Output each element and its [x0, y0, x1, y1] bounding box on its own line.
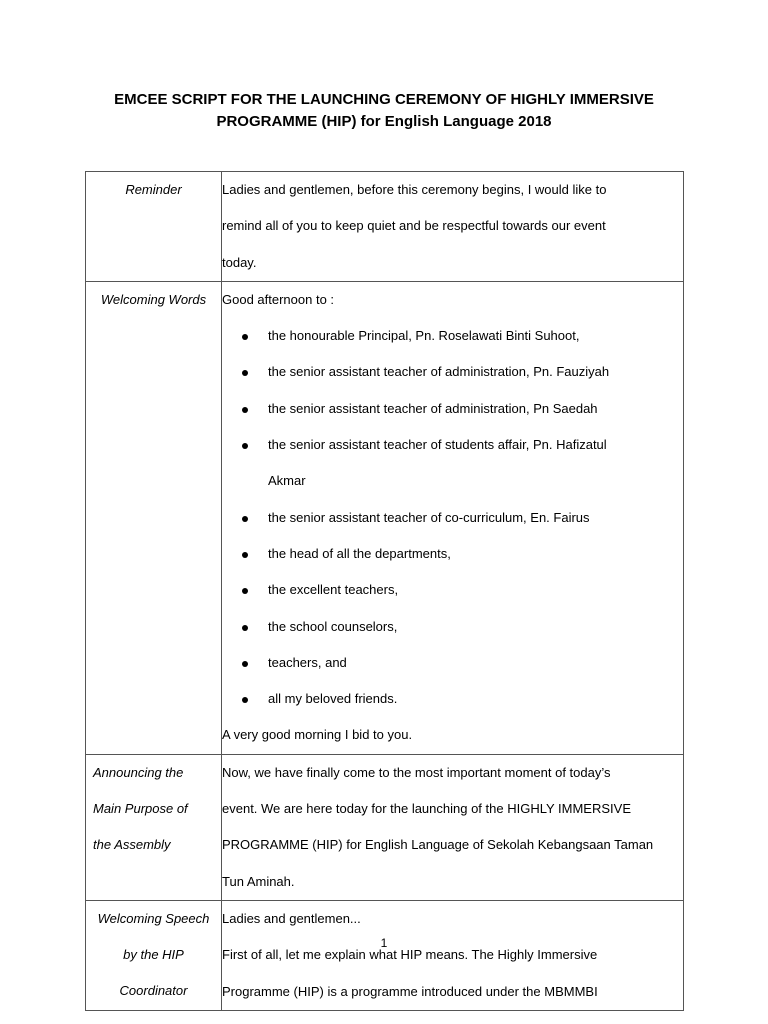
list-item: the head of all the departments, [222, 536, 683, 572]
row-text [222, 172, 684, 282]
table-row-main-purpose [86, 754, 684, 900]
bullet-icon [242, 516, 248, 522]
list-item: the senior assistant teacher of administration, Pn Saedah [222, 391, 683, 427]
bullet-icon [242, 407, 248, 413]
text-line: Now, we have finally come to the most important moment of today’s [222, 764, 611, 780]
list-item: teachers, and [222, 645, 683, 681]
list-item: the senior assistant teacher of co-curriculum, En. Fairus [222, 500, 683, 536]
document-title [0, 89, 768, 133]
script-table [85, 171, 684, 1011]
bullet-icon [242, 334, 248, 340]
row-label-line: Coordinator [119, 982, 188, 998]
text-line: today. [222, 254, 257, 270]
row-label [86, 281, 222, 754]
row-label-line: Reminder [125, 182, 182, 197]
row-label [86, 754, 222, 900]
row-label-line: Welcoming Speech [97, 910, 210, 926]
text-line: event. We are here today for the launching of the HIGHLY IMMERSIVE [222, 801, 631, 817]
row-label-line: the Assembly [93, 836, 171, 852]
text-line: First of all, let me explain what HIP means. The Highly Immersive [222, 947, 598, 963]
page-number: 1 [380, 936, 388, 950]
bullet-icon [242, 625, 248, 631]
bullet-icon [242, 370, 248, 376]
table-row-welcoming-words [86, 281, 684, 754]
list-item: the excellent teachers, [222, 572, 683, 608]
text-line: Tun Aminah. [222, 873, 295, 889]
table-row-reminder [86, 172, 684, 282]
text-line: Good afternoon to : [222, 291, 335, 307]
bullet-icon [242, 697, 248, 703]
list-item: the school counselors, [222, 609, 683, 645]
text-line: A very good morning I bid to you. [222, 727, 413, 743]
list-item: the senior assistant teacher of students affair, Pn. Hafizatul [222, 427, 683, 463]
bullet-icon [242, 588, 248, 594]
bullet-icon [242, 552, 248, 558]
list-item-continuation: Akmar [268, 473, 306, 489]
list-item: the senior assistant teacher of administration, Pn. Fauziyah [222, 354, 683, 390]
guest-list [222, 318, 683, 717]
row-label-line: Welcoming Words [100, 291, 207, 307]
row-text [222, 754, 684, 900]
text-line: Ladies and gentlemen, before this ceremony begins, I would like to [222, 182, 607, 197]
list-item: the honourable Principal, Pn. Roselawati Binti Suhoot, [222, 318, 683, 354]
row-text [222, 900, 684, 1010]
row-label-line: Main Purpose of [93, 800, 188, 816]
row-label-line: by the HIP [123, 946, 184, 962]
bullet-icon [242, 661, 248, 667]
text-line: Programme (HIP) is a programme introduced under the MBMMBI [222, 983, 598, 999]
title-line-2: PROGRAMME (HIP) for English Language 2018 [216, 113, 552, 130]
row-label [86, 900, 222, 1010]
table-row-welcoming-speech [86, 900, 684, 1010]
row-label [86, 172, 222, 282]
row-label-line: Announcing the [93, 764, 184, 780]
title-line-1: EMCEE SCRIPT FOR THE LAUNCHING CEREMONY OF HIGHLY IMMERSIVE [114, 91, 654, 108]
text-line: remind all of you to keep quiet and be respectful towards our event [222, 218, 606, 234]
text-line: Ladies and gentlemen... [222, 910, 361, 926]
bullet-icon [242, 443, 248, 449]
list-item: all my beloved friends. [222, 681, 683, 717]
row-text [222, 281, 684, 754]
text-line: PROGRAMME (HIP) for English Language of Sekolah Kebangsaan Taman [222, 837, 654, 853]
